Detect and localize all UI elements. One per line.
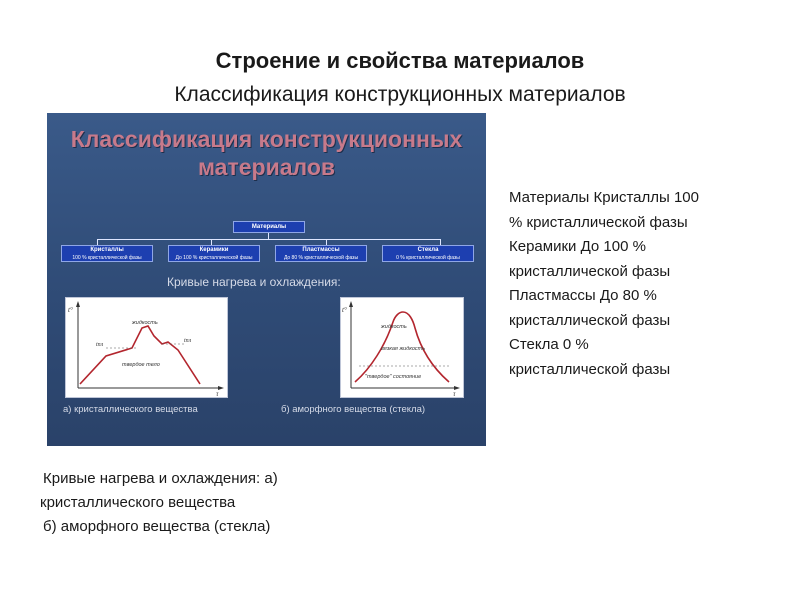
text-line: Материалы Кристаллы 100 bbox=[509, 189, 699, 206]
slide-title bbox=[0, 44, 800, 112]
caption-line1: Кривые нагрева и охлаждения: а) bbox=[43, 470, 278, 487]
picture-title-line1: Классификация конструкционных bbox=[70, 126, 463, 152]
label-liquid: жидкость bbox=[132, 320, 158, 326]
text-line: Керамики До 100 % bbox=[509, 238, 646, 255]
category-sub: 0 % кристаллической фазы bbox=[396, 255, 460, 261]
category-sub: До 100 % кристаллической фазы bbox=[175, 255, 253, 261]
slide-title-line1: Строение и свойства материалов bbox=[215, 48, 585, 73]
caption-line3: б) аморфного вещества (стекла) bbox=[43, 518, 271, 535]
text-line: кристаллической фазы bbox=[509, 262, 671, 280]
caption-panel-b: б) аморфного вещества (стекла) bbox=[281, 404, 426, 415]
category-name: Кристаллы bbox=[90, 247, 124, 253]
category-name: Стекла bbox=[417, 247, 439, 253]
caption-line2: кристаллического вещества bbox=[40, 494, 236, 511]
classification-picture bbox=[47, 113, 486, 446]
label-tpl-right: tпл bbox=[184, 338, 192, 344]
category-box-glass bbox=[382, 245, 474, 262]
category-box-plastics bbox=[275, 245, 367, 262]
root-box bbox=[233, 221, 305, 233]
x-axis-arrow bbox=[218, 386, 224, 390]
connector-horizontal bbox=[97, 239, 440, 240]
text-line: кристаллической фазы bbox=[509, 311, 671, 329]
picture-title-line2: материалов bbox=[197, 154, 336, 180]
y-axis-arrow bbox=[349, 301, 353, 307]
picture-title bbox=[47, 125, 486, 181]
axis-y-label: t° bbox=[342, 306, 347, 314]
axis-y-label: t° bbox=[68, 306, 73, 314]
label-solid: "твердое" состояние bbox=[365, 374, 422, 380]
category-name: Керамики bbox=[199, 247, 229, 253]
label-solid: твердое тело bbox=[122, 362, 160, 368]
label-viscous: вязкая жидкость bbox=[381, 346, 426, 352]
panel-amorphous bbox=[340, 297, 464, 398]
slide-title-line2: Классификация конструкционных материалов bbox=[174, 83, 626, 106]
heating-cooling-curve bbox=[80, 326, 200, 384]
text-line: Пластмассы До 80 % bbox=[509, 287, 657, 304]
category-sub: До 80 % кристаллической фазы bbox=[283, 255, 359, 261]
panel-crystalline bbox=[65, 297, 228, 398]
label-tpl-left: tпл bbox=[96, 342, 104, 348]
text-line: % кристаллической фазы bbox=[509, 213, 688, 231]
axis-x-label: τ bbox=[453, 390, 456, 397]
text-line: Стекла 0 % bbox=[509, 336, 589, 353]
crystalline-curve-graph bbox=[66, 298, 227, 397]
axis-x-label: τ bbox=[216, 390, 219, 397]
picture-caption bbox=[40, 467, 400, 539]
label-liquid: жидкость bbox=[381, 324, 407, 330]
category-box-ceramics bbox=[168, 245, 260, 262]
category-sub: 100 % кристаллической фазы bbox=[72, 255, 142, 261]
root-box-label: Материалы bbox=[251, 224, 287, 230]
text-line: кристаллической фазы bbox=[509, 360, 671, 378]
amorphous-curve-graph bbox=[341, 298, 463, 397]
category-box-crystals bbox=[61, 245, 153, 262]
category-name: Пластмассы bbox=[302, 247, 340, 253]
classification-text bbox=[509, 186, 759, 382]
caption-panel-a: а) кристаллического вещества bbox=[63, 404, 198, 415]
y-axis-arrow bbox=[76, 301, 80, 307]
curves-heading: Кривые нагрева и охлаждения: bbox=[167, 275, 341, 289]
